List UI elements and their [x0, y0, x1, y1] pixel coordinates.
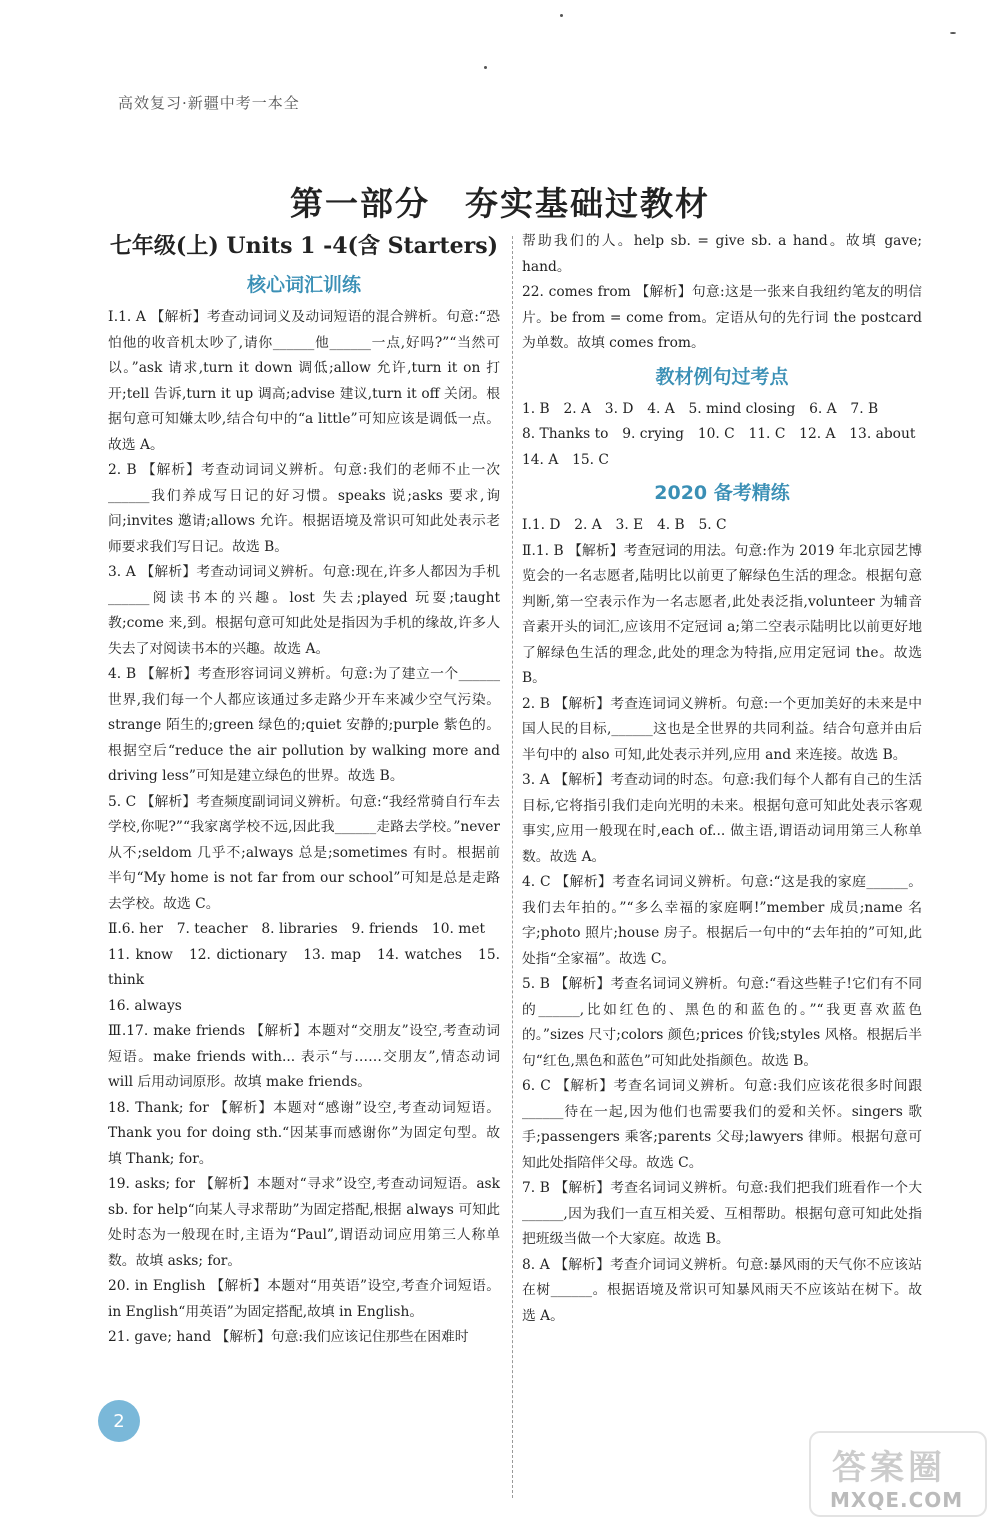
- answer-item: 3. A 【解析】考查动词词义辨析。句意:现在,许多人都因为手机______阅读书本的兴趣。lost 失去;played 玩耍;taught 教;come 来,到。根据句意可知此处是指因为手机的缘故,许多人失去了对阅读书本的兴趣。故选 A。: [108, 564, 500, 657]
- answer-item: 5. C 【解析】考查频度副词词义辨析。句意:“我经常骑自行车去学校,你呢?”“我家离学校不远,因此我______走路去学校。”never 从不;seldom 几乎不;always 总是;sometimes 有时。根据前半句“My home is not far from our school”可知是总是走路去学校。故选 C。: [108, 793, 500, 912]
- scan-dot: [560, 14, 563, 17]
- answer-item: 19. asks; for 【解析】本题对“寻求”设空,考查动词短语。ask sb. for help“向某人寻求帮助”为固定搭配,根据 always 可知此处时态为一般现在时,主语为“Paul”,谓语动词应用第三人称单数。故填 asks; for。: [108, 1176, 500, 1269]
- answer-row: Ⅰ.1. D 2. A 3. E 4. B 5. C: [522, 517, 727, 533]
- answer-item: Ⅲ.17. make friends 【解析】本题对“交朋友”设空,考查动词短语。make friends with... 表示“与……交朋友”,情态动词 will 后用动词原形。故填 make friends。: [108, 1023, 500, 1090]
- answer-item: 7. B 【解析】考查名词词义辨析。句意:我们把我们班看作一个大______,因为我们一直互相关爱、互相帮助。根据句意可知此处指把班级当做一个大家庭。故选 B。: [522, 1180, 922, 1247]
- answer-item: 2. B 【解析】考查连词词义辨析。句意:一个更加美好的未来是中国人民的目标,______这也是全世界的共同利益。结合句意并由后半句中的 also 可知,此处表示并列,应用 and 来连接。故选 B。: [522, 695, 922, 763]
- unit-title: 七年级(上) Units 1 -4(含 Starters): [109, 233, 499, 259]
- answer-item: 18. Thank; for 【解析】本题对“感谢”设空,考查动词短语。Thank you for doing sth.“因某事而感谢你”为固定句型。故填 Thank; for。: [108, 1099, 500, 1167]
- answer-item: 2. B 【解析】考查动词词义辨析。句意:我们的老师不止一次______我们养成写日记的好习惯。speaks 说;asks 要求,询问;invites 邀请;allows 允许。根据语境及常识可知此处表示老师要求我们写日记。故选 B。: [108, 462, 500, 555]
- page-number-badge: 2: [98, 1400, 140, 1442]
- watermark-url: MXQE.COM: [830, 1488, 964, 1512]
- answer-item: 4. B 【解析】考查形容词词义辨析。句意:为了建立一个______世界,我们每一个人都应该通过多走路少开车来减少空气污染。strange 陌生的;green 绿色的;quiet 安静的;purple 紫色的。根据空后“reduce the air pollution by walking more and driving less”可知是建立绿色的世界。故选 B。: [108, 666, 500, 784]
- answer-item: 6. C 【解析】考查名词词义辨析。句意:我们应该花很多时间跟______待在一起,因为他们也需要我们的爱和关怀。singers 歌手;passengers 乘客;parents 父母;lawyers 律师。根据句意可知此处指陪伴父母。故选 C。: [522, 1078, 922, 1171]
- left-column: [108, 228, 505, 1351]
- answer-row: Ⅱ.6. her 7. teacher 8. libraries 9. friends 10. met: [108, 921, 486, 937]
- answer-item: 21. gave; hand 【解析】句意:我们应该记住那些在困难时: [108, 1329, 469, 1345]
- answer-item: 4. C 【解析】考查名词词义辨析。句意:“这是我的家庭______。我们去年拍的。”“多么幸福的家庭啊!”member 成员;name 名字;photo 照片;house 房子。根据后一句中的“去年拍的”可知,此处指“全家福”。故选 C。: [522, 874, 922, 967]
- answer-item: Ⅰ.1. A 【解析】考查动词词义及动词短语的混合辨析。句意:“恐怕他的收音机太吵了,请你______他______一点,好吗?”“当然可以。”ask 请求,turn it down 调低;allow 允许,turn it on 打开;tell 告诉,turn it up 调高;advise 建议,turn it off 关闭。根据句意可知嫌太吵,结合句中的“a little”可知应该是调低一点。故选 A。: [108, 309, 500, 453]
- column-divider: [512, 236, 513, 1498]
- right-column: [522, 229, 922, 1329]
- answer-row: 1. B 2. A 3. D 4. A 5. mind closing 6. A 7. B: [522, 400, 879, 417]
- answer-item: 8. A 【解析】考查介词词义辨析。句意:暴风雨的天气你不应该站在树______。根据语境及常识可知暴风雨天不应该站在树下。故选 A。: [522, 1256, 922, 1324]
- section-heading-vocab: 核心词汇训练: [246, 274, 361, 296]
- answer-row: 16. always: [108, 997, 182, 1014]
- answer-row: 8. Thanks to 9. crying 10. C 11. C 12. A 13. about: [522, 426, 916, 442]
- answer-item: 22. comes from 【解析】句意:这是一张来自我纽约笔友的明信片。be from = come from。定语从句的先行词 the postcard 为单数。故填 comes from。: [522, 284, 922, 351]
- answer-item: Ⅱ.1. B 【解析】考查冠词的用法。句意:作为 2019 年北京园艺博览会的一名志愿者,陆明比以前更了解绿色生活的理念。根据句意判断,第一空表示作为一名志愿者,此处表泛指,volunteer 为辅音音素开头的词汇,应该用不定冠词 a;第二空表示陆明比以前更好地了解绿色生活的理念,此处的理念为特指,应用定冠词 the。故选 B。: [522, 542, 922, 686]
- watermark-text: 答案圈: [832, 1448, 946, 1488]
- section-heading-prep: 2020 备考精练: [654, 482, 790, 504]
- scan-dot: [950, 32, 956, 34]
- answer-row: 11. know 12. dictionary 13. map 14. watches 15. think: [108, 946, 505, 988]
- part-title: 第一部分 夯实基础过教材: [290, 184, 710, 223]
- answer-item: 3. A 【解析】考查动词的时态。句意:我们每个人都有自己的生活目标,它将指引我们走向光明的未来。根据句意可知此处表示客观事实,应用一般现在时,each of... 做主语,谓语动词用第三人称单数。故选 A。: [522, 772, 922, 865]
- answer-row: 14. A 15. C: [522, 451, 609, 468]
- scan-dot: [484, 66, 487, 69]
- section-heading-examples: 教材例句过考点: [655, 365, 789, 388]
- answer-item: 5. B 【解析】考查名词词义辨析。句意:“看这些鞋子!它们有不同的______,比如红色的、黑色的和蓝色的。”“我更喜欢蓝色的。”sizes 尺寸;colors 颜色;prices 价钱;styles 风格。根据后半句“红色,黑色和蓝色”可知此处指颜色。故选 B。: [522, 976, 922, 1069]
- answer-item: 20. in English 【解析】本题对“用英语”设空,考查介词短语。in English“用英语”为固定搭配,故填 in English。: [108, 1278, 500, 1320]
- book-series-tag: 高效复习·新疆中考一本全: [118, 94, 300, 112]
- answer-item: 帮助我们的人。help sb. = give sb. a hand。故填 gave; hand。: [522, 233, 922, 275]
